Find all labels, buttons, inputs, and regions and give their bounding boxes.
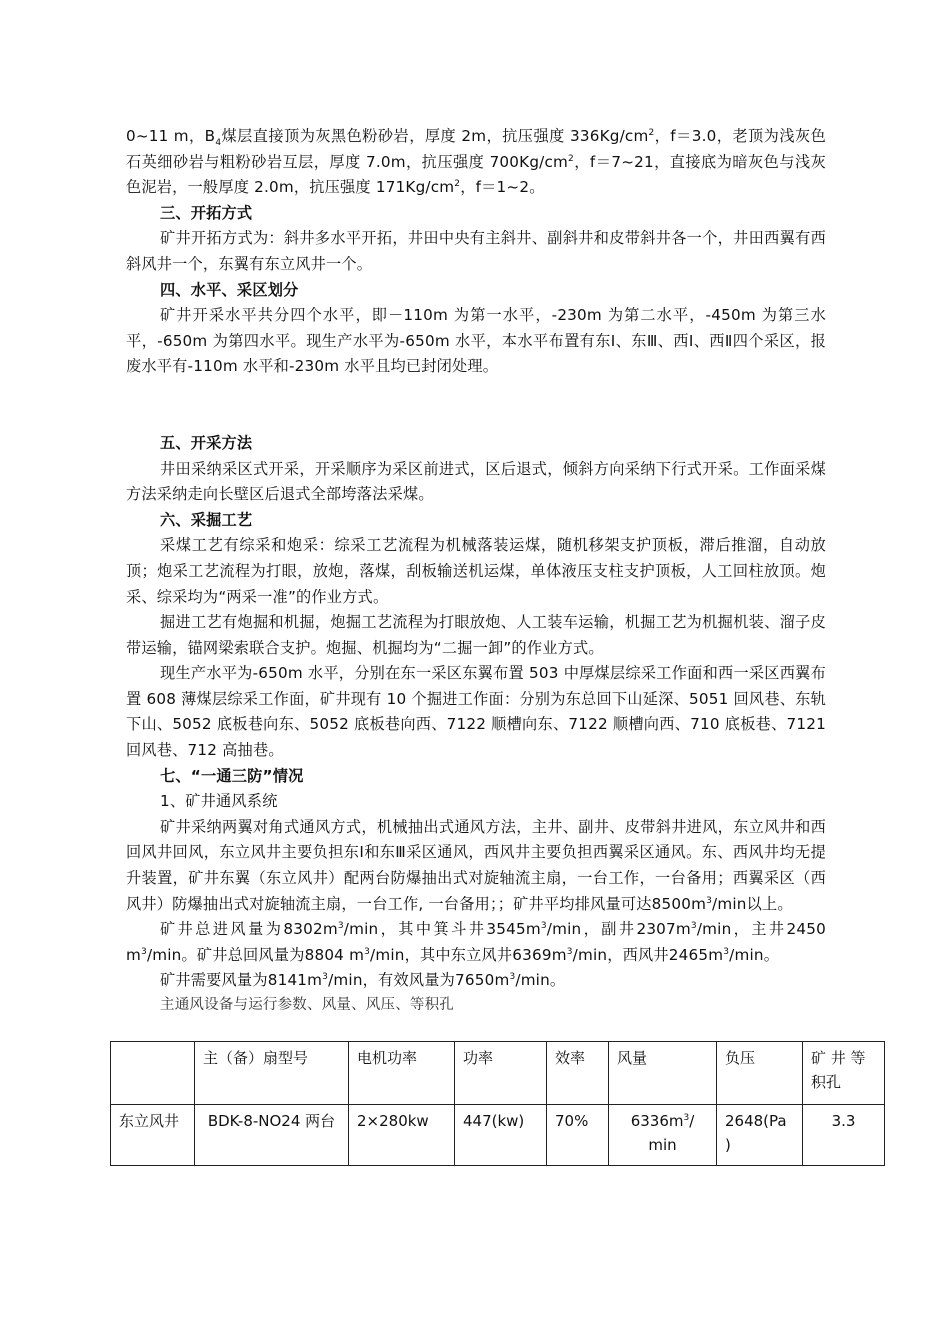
heading-development: 三、开拓方式 bbox=[160, 203, 253, 222]
text: / min bbox=[648, 1112, 695, 1154]
text: 矿井总进风量为8302m bbox=[160, 920, 338, 939]
text: 矿井需要风量为8141m bbox=[160, 971, 323, 990]
header-cell: 功率 bbox=[455, 1042, 547, 1105]
text: /min。 bbox=[729, 945, 780, 964]
text: /min，其中箕斗井3545m bbox=[343, 920, 541, 939]
superscript: 3 bbox=[364, 946, 371, 957]
paragraph-roof-strata bbox=[126, 124, 826, 201]
paragraph-airflow-totals bbox=[126, 917, 826, 968]
heading-mining-method: 五、开采方法 bbox=[160, 433, 253, 452]
superscript: 2 bbox=[648, 127, 655, 138]
header-cell: 风量 bbox=[609, 1042, 717, 1105]
text: /min，西风井2465m bbox=[572, 945, 724, 964]
document-body bbox=[126, 124, 826, 1016]
header-cell: 电机功率 bbox=[349, 1042, 455, 1105]
table-header-row bbox=[111, 1042, 885, 1105]
superscript: 3 bbox=[322, 972, 329, 983]
superscript: 3 bbox=[509, 972, 516, 983]
ventilation-table bbox=[110, 1041, 885, 1166]
cell-motor-power: 2×280kw bbox=[349, 1105, 455, 1166]
header-cell bbox=[111, 1042, 195, 1105]
heading-mining-process: 六、采掘工艺 bbox=[160, 510, 253, 529]
table-row bbox=[111, 1105, 885, 1166]
text: 煤层直接顶为灰黑色粉砂岩，厚度 2m，抗压强度 336Kg/cm bbox=[221, 127, 649, 145]
cell-shaft-name: 东立风井 bbox=[111, 1105, 195, 1166]
text: /min以上。 bbox=[712, 894, 793, 913]
text: /min。 bbox=[515, 971, 566, 990]
paragraph-tunneling: 掘进工艺有炮掘和机掘，炮掘工艺流程为打眼放炮、人工装车运输，机掘工艺为机掘机装、溜子皮带运输，锚网梁索联合支护。炮掘、机掘均为“二掘一卸”的作业方式。 bbox=[126, 613, 826, 657]
superscript: 2 bbox=[568, 153, 574, 164]
text: ，f＝1~2。 bbox=[460, 178, 545, 197]
text: ，f＝7~21，直接底为暗灰色与浅灰色泥岩，一般厚度 2.0m，抗压强度 171Kg/cm bbox=[126, 152, 826, 197]
text: /min，主井2450 m bbox=[126, 920, 826, 964]
paragraph-workfaces: 现生产水平为-650m 水平，分别在东一采区东翼布置 503 中厚煤层综采工作面和西一采区西翼布置 608 薄煤层综采工作面，矿井现有 10 个掘进工作面：分别为东总回下山延深、5051 回风巷、东轨下山、5052 底板巷向东、5052 底板巷向西、7122 顺槽向东、7122 顺槽向西、710 底板巷、7121 回风巷、712 高抽巷。 bbox=[126, 664, 826, 760]
text: ，f＝3.0，老顶为浅灰色石英细砂岩与粗粉砂岩互层，厚度 7.0m，抗压强度 700Kg/cm bbox=[126, 127, 826, 171]
cell-efficiency: 70% bbox=[547, 1105, 609, 1166]
paragraph-mining-method: 井田采纳采区式开采，开采顺序为采区前进式，区后退式，倾斜方向采纳下行式开采。工作面采煤方法采纳走向长壁区后退式全部垮落法采煤。 bbox=[126, 459, 826, 504]
cell-equivalent-orifice: 3.3 bbox=[803, 1105, 885, 1166]
header-cell: 主（备）扇型号 bbox=[195, 1042, 349, 1105]
cell-airflow bbox=[609, 1105, 717, 1166]
text: /min，有效风量为7650m bbox=[328, 971, 510, 990]
header-cell: 矿 井 等积孔 bbox=[803, 1042, 885, 1105]
superscript: 3 bbox=[723, 946, 730, 957]
text: /min，副井2307m bbox=[546, 920, 691, 939]
superscript: 2 bbox=[454, 179, 461, 190]
superscript: 3 bbox=[540, 921, 547, 932]
paragraph-required-airflow bbox=[126, 968, 826, 994]
subheading-ventilation-system: 1、矿井通风系统 bbox=[160, 792, 278, 811]
subscript: 4 bbox=[215, 138, 222, 149]
heading-ventilation-safety: 七、“一通三防”情况 bbox=[160, 766, 304, 785]
text: /min，其中东立风井6369m bbox=[370, 945, 567, 964]
superscript: 3 bbox=[683, 1113, 690, 1123]
superscript: 3 bbox=[566, 946, 573, 957]
paragraph-development: 矿井开拓方式为：斜井多水平开拓，井田中央有主斜井、副斜井和皮带斜井各一个，井田西翼有西斜风井一个，东翼有东立风井一个。 bbox=[126, 229, 826, 273]
text: 矿井采纳两翼对角式通风方式，机械抽出式通风方法，主井、副井、皮带斜井进风，东立风井和西回风井回风，东立风井主要负担东Ⅰ和东Ⅲ采区通风，西风井主要负担西翼采区通风。东、西风井均无提升装置，矿井东翼（东立风井）配两台防爆抽出式对旋轴流主扇，一台工作，一台备用；西翼采区（西风井）防爆抽出式对旋轴流主扇，一台工作, 一台备用；；矿井平均排风量可达8500m bbox=[126, 817, 826, 913]
cell-fan-model: BDK-8-NO24 两台 bbox=[195, 1105, 349, 1166]
table-caption: 主通风设备与运行参数、风量、风压、等积孔 bbox=[160, 997, 454, 1013]
paragraph-levels: 矿井开采水平共分四个水平，即－110m 为第一水平，-230m 为第二水平，-450m 为第三水平，-650m 为第四水平。现生产水平为-650m 水平，本水平布置有东Ⅰ、东Ⅲ、西Ⅰ、西Ⅱ四个采区，报废水平有-110m 水平和-230m 水平且均已封闭处理。 bbox=[126, 306, 826, 376]
header-cell: 负压 bbox=[717, 1042, 803, 1105]
superscript: 3 bbox=[141, 946, 147, 957]
text: /min。矿井总回风量为8804 m bbox=[146, 945, 365, 964]
cell-power: 447(kw) bbox=[455, 1105, 547, 1166]
superscript: 3 bbox=[690, 921, 697, 932]
superscript: 3 bbox=[337, 921, 344, 932]
cell-pressure: 2648(Pa ) bbox=[717, 1105, 803, 1166]
paragraph-ventilation bbox=[126, 815, 826, 917]
text: 0~11 m，B bbox=[126, 127, 216, 145]
paragraph-coal-mining: 采煤工艺有综采和炮采：综采工艺流程为机械落装运煤，随机移架支护顶板，滞后推溜，自动放顶；炮采工艺流程为打眼，放炮，落煤，刮板输送机运煤，单体液压支柱支护顶板，人工回柱放顶。炮采、综采均为“两采一准”的作业方式。 bbox=[126, 536, 826, 606]
spacer bbox=[126, 380, 826, 431]
heading-levels: 四、水平、采区划分 bbox=[160, 280, 299, 299]
header-cell: 效率 bbox=[547, 1042, 609, 1105]
superscript: 3 bbox=[706, 895, 713, 906]
text: 6336m bbox=[630, 1112, 684, 1130]
